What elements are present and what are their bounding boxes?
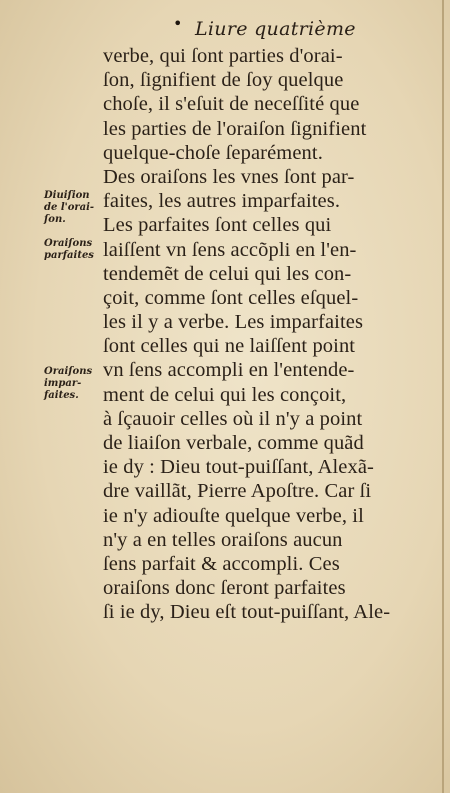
text-line: faites, les autres imparfaites. (103, 190, 341, 213)
text-line: tendemẽt de celui qui les con- (103, 262, 352, 285)
text-line: quelque-choſe ſeparément. (103, 141, 323, 164)
text-line: les parties de l'oraiſon ſignifient (103, 117, 367, 140)
text-line: çoit, comme ſont celles eſquel- (103, 286, 359, 309)
text-line: ie dy : Dieu tout-puiſſant, Alexã- (103, 456, 374, 479)
margin-note-parfaites (44, 238, 104, 262)
text-line: n'y a en telles oraiſons aucun (103, 528, 343, 551)
margin-note-line: ſon. (44, 214, 66, 225)
margin-note-line: Oraiſons (44, 238, 93, 249)
text-line: choſe, il s'eſuit de neceſſité que (103, 93, 360, 116)
text-line: laiſſent vn ſens accõpli en l'en- (103, 238, 357, 261)
header-ornament: • (173, 14, 183, 33)
text-line: à ſçauoir celles où il n'y a point (103, 407, 363, 430)
margin-note-division (44, 190, 104, 226)
running-header (173, 12, 383, 42)
text-line: ie n'y adiouſte quelque verbe, il (103, 504, 364, 527)
text-line: les il y a verbe. Les imparfaites (103, 311, 364, 334)
text-line: ment de celui qui les conçoit, (103, 383, 347, 406)
text-line: ſens parfait & accompli. Ces (103, 552, 340, 575)
margin-note-line: de l'orai- (44, 202, 95, 213)
text-line: Des oraiſons les vnes ſont par- (103, 165, 355, 188)
margin-note-line: impar- (44, 378, 82, 389)
text-line: oraiſons donc ſeront parfaites (103, 577, 346, 600)
margin-note-line: Diuiſion (44, 190, 90, 201)
margin-note-imparfaites (44, 366, 104, 402)
text-line: de liaiſon verbale, comme quãd (103, 432, 364, 454)
page-edge (442, 0, 444, 793)
text-line: vn ſens accompli en l'entende- (103, 359, 355, 382)
main-text-block (103, 44, 423, 625)
text-line: ſont celles qui ne laiſſent point (103, 335, 356, 358)
text-line: ſon, ſignifient de ſoy quelque (103, 69, 344, 92)
running-title: Liure quatrième (195, 18, 356, 40)
text-line: Les parfaites ſont celles qui (103, 214, 332, 237)
text-line: ſi ie dy, Dieu eſt tout-puiſſant, Ale- (103, 601, 391, 624)
text-line: verbe, qui ſont parties d'orai- (103, 45, 343, 67)
margin-note-line: parfaites (44, 250, 94, 261)
margin-note-line: Oraiſons (44, 366, 93, 377)
text-line: dre vaillãt, Pierre Apoſtre. Car ſi (103, 480, 372, 503)
margin-note-line: faites. (44, 390, 79, 401)
